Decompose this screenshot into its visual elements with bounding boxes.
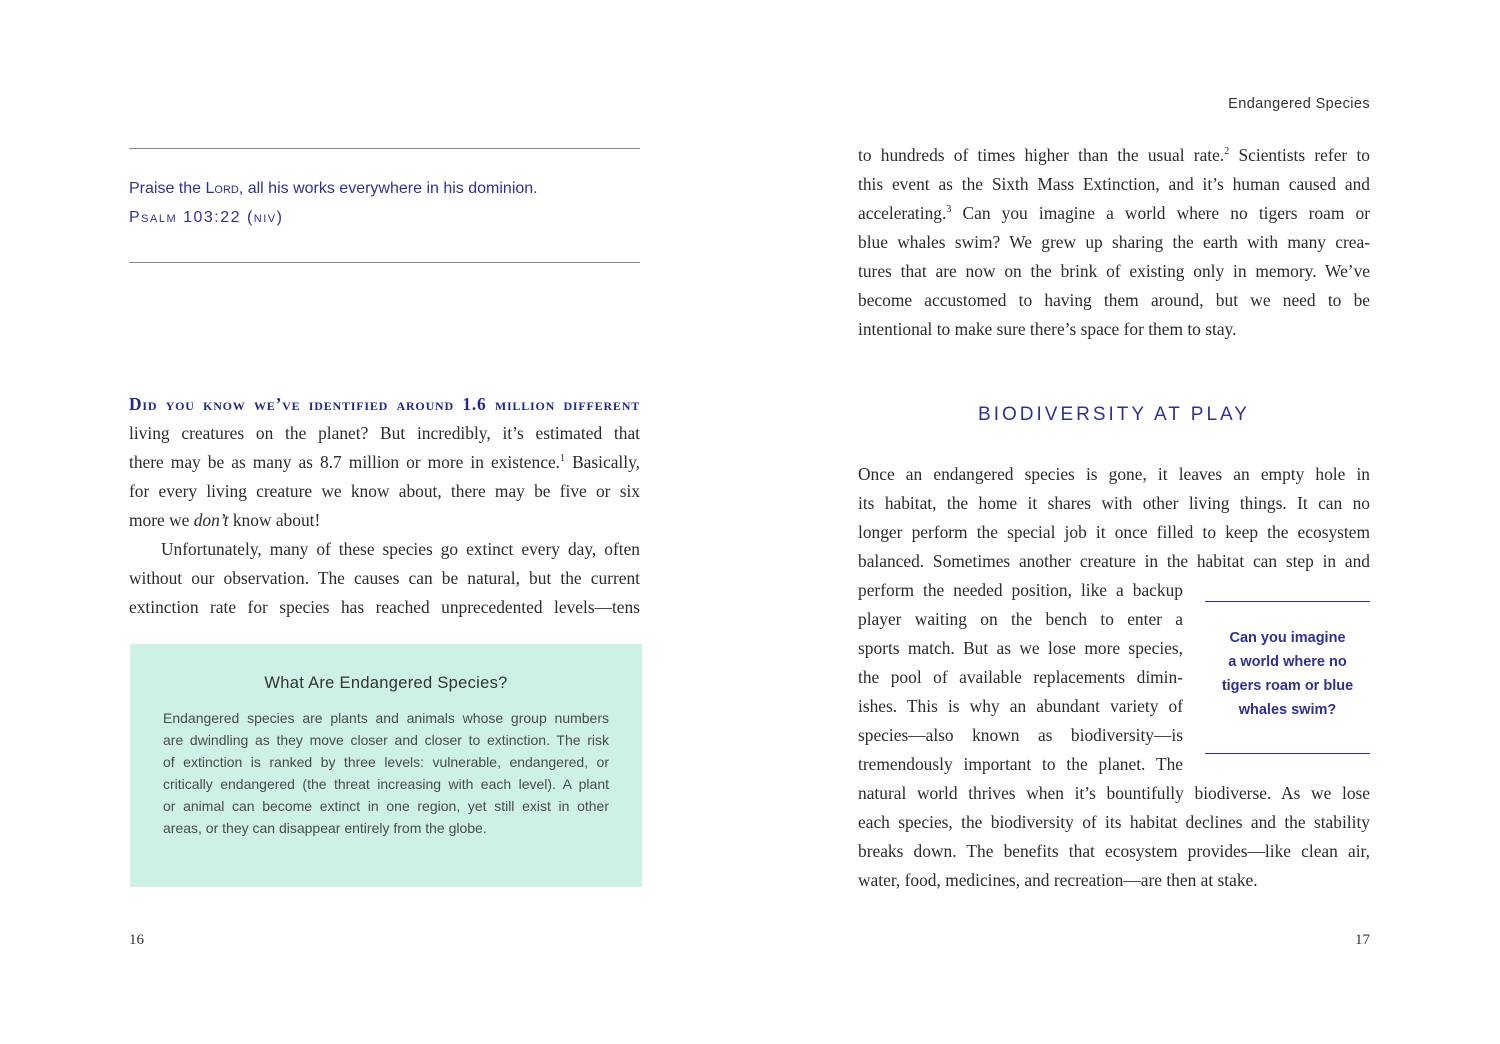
- body-line: [858, 199, 1370, 228]
- section-heading: [858, 404, 1370, 426]
- lead-in: Did you know we’ve identified around 1.6 million different: [129, 394, 640, 414]
- sidebar-line: critically endangered (the threat increasing with each level). A plant: [163, 776, 609, 792]
- body-line: species—also known as biodiversity—is: [858, 725, 1183, 745]
- text-run: there may be as many as 8.7 million or more in existence.: [129, 452, 561, 472]
- sidebar-line: or animal can become extinct in one region, yet still exist in other: [163, 798, 609, 814]
- text-run: Basically,: [565, 452, 640, 472]
- body-line: [129, 390, 640, 419]
- text-run: to hundreds of times higher than the usual rate.: [858, 145, 1225, 165]
- sidebar-line: are dwindling as they move closer and closer to extinction. The risk: [163, 732, 609, 748]
- pull-quote-top-rule: [1205, 601, 1370, 602]
- body-line: sports match. But as we lose more species,: [858, 638, 1183, 658]
- body-line: without our observation. The causes can be natural, but the current: [129, 568, 640, 588]
- body-line: blue whales swim? We grew up sharing the earth with many crea-: [858, 232, 1370, 252]
- pull-quote-line: whales swim?: [1238, 702, 1337, 718]
- body-line: [858, 141, 1370, 170]
- left-body-text: [129, 390, 640, 622]
- body-line: the pool of available replacements dimin-: [858, 667, 1183, 687]
- text-run: Scientists refer to: [1229, 145, 1370, 165]
- body-line: natural world thrives when it’s bountifully biodiverse. As we lose: [858, 783, 1370, 803]
- body-line: intentional to make sure there’s space for them to stay.: [858, 319, 1237, 339]
- epigraph-quote-start: Praise the: [129, 180, 206, 197]
- body-line: extinction rate for species has reached unprecedented levels—tens: [129, 597, 640, 617]
- page-number-left: 16: [129, 932, 144, 948]
- sidebar-line: of extinction is ranked by three levels: vulnerable, endangered, or: [163, 754, 609, 770]
- text-run: accelerating.: [858, 203, 947, 223]
- body-line: [129, 506, 640, 535]
- right-continued-text: [858, 141, 1370, 344]
- sidebar-line: areas, or they can disappear entirely from the globe.: [163, 820, 487, 836]
- section-heading-text: BIODIVERSITY AT PLAY: [978, 404, 1250, 425]
- body-line: Once an endangered species is gone, it leaves an empty hole in: [858, 464, 1370, 484]
- body-line: player waiting on the bench to enter a: [858, 609, 1183, 629]
- epigraph-quote-end: , all his works everywhere in his dominion.: [238, 180, 538, 197]
- body-line: tremendously important to the planet. The: [858, 754, 1183, 774]
- right-page: [750, 0, 1500, 1044]
- running-head: Endangered Species: [1228, 96, 1370, 112]
- body-line: longer perform the special job it once filled to keep the ecosystem: [858, 522, 1370, 542]
- epigraph-bottom-rule: [129, 262, 640, 263]
- sidebar-title: What Are Endangered Species?: [264, 674, 508, 692]
- text-run: more we: [129, 510, 194, 530]
- section-body-bottom: [858, 779, 1370, 895]
- body-line: perform the needed position, like a backup: [858, 580, 1183, 600]
- epigraph-reference: Psalm 103:22 (niv): [129, 209, 284, 226]
- body-line: for every living creature we know about, there may be five or six: [129, 481, 640, 501]
- body-line: ishes. This is why an abundant variety of: [858, 696, 1183, 716]
- sidebar-line: Endangered species are plants and animals whose group numbers: [163, 710, 609, 726]
- body-line: each species, the biodiversity of its habitat declines and the stability: [858, 812, 1370, 832]
- body-line: Unfortunately, many of these species go extinct every day, often: [161, 539, 640, 559]
- body-line: living creatures on the planet? But incredibly, it’s estimated that: [129, 423, 640, 443]
- footnote-marker: 1: [560, 453, 566, 465]
- section-body-wrap: [858, 576, 1183, 779]
- epigraph-lord: Lord: [205, 180, 239, 197]
- epigraph-quote: [129, 180, 649, 198]
- body-line: tures that are now on the brink of existing only in memory. We’ve: [858, 261, 1370, 281]
- body-line: its habitat, the home it shares with other living things. It can no: [858, 493, 1370, 513]
- body-line: water, food, medicines, and recreation—are then at stake.: [858, 870, 1258, 890]
- body-line: this event as the Sixth Mass Extinction, and it’s human caused and: [858, 174, 1370, 194]
- pull-quote-line: a world where no: [1228, 654, 1347, 670]
- body-line: breaks down. The benefits that ecosystem provides—like clean air,: [858, 841, 1370, 861]
- body-line: become accustomed to having them around, but we need to be: [858, 290, 1370, 310]
- section-body-top: [858, 460, 1370, 576]
- pull-quote: [1205, 626, 1370, 722]
- emphasis: don’t: [193, 510, 229, 530]
- sidebar-body: [163, 707, 609, 839]
- page-number-right: 17: [1355, 932, 1370, 948]
- sidebar-box: [130, 644, 642, 887]
- epigraph-top-rule: [129, 148, 640, 149]
- text-run: Can you imagine a world where no tigers roam or: [951, 203, 1370, 223]
- pull-quote-line: tigers roam or blue: [1221, 678, 1354, 694]
- footnote-marker: 3: [946, 204, 952, 216]
- body-line: balanced. Sometimes another creature in the habitat can step in and: [858, 551, 1370, 571]
- pull-quote-bottom-rule: [1205, 753, 1370, 754]
- text-run: know about!: [228, 510, 321, 530]
- body-line: [129, 448, 640, 477]
- pull-quote-line: Can you imagine: [1229, 630, 1346, 646]
- footnote-marker: 2: [1224, 146, 1230, 158]
